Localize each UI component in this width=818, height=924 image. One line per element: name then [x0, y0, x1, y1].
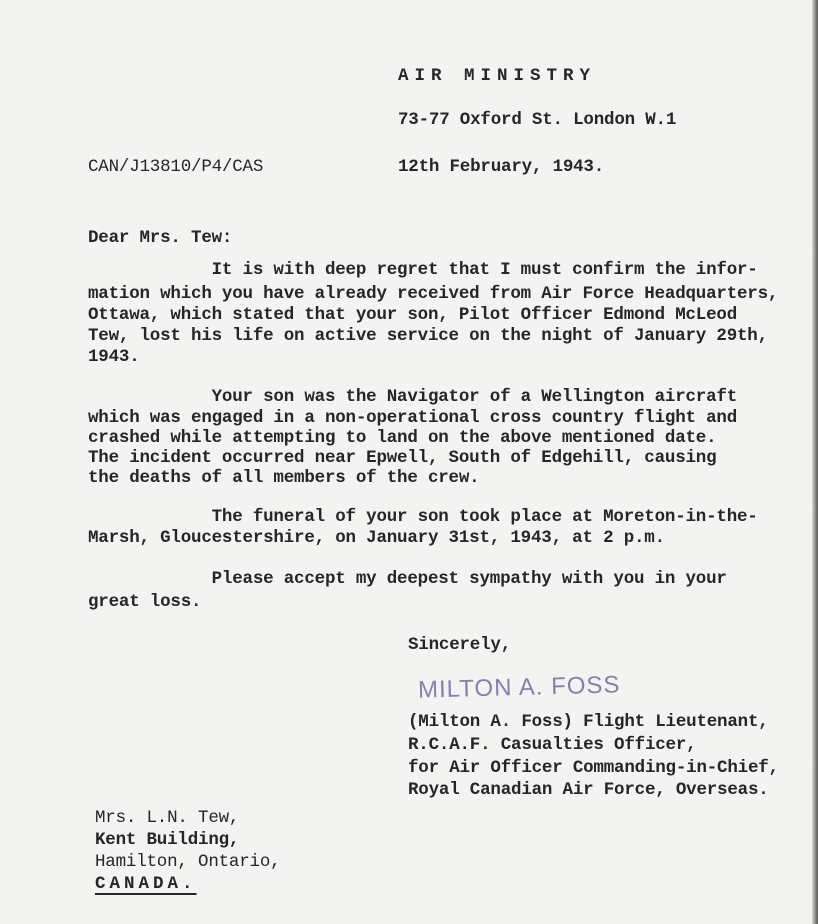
paragraph-line: the deaths of all members of the crew.	[88, 468, 480, 488]
paragraph-line: Tew, lost his life on active service on the night of January 29th,	[88, 326, 768, 346]
recipient-country: CANADA.	[95, 874, 197, 894]
paragraph-line: great loss.	[88, 592, 202, 612]
signature-line: Royal Canadian Air Force, Overseas.	[408, 780, 769, 800]
recipient-line: Hamilton, Ontario,	[95, 852, 281, 872]
letterhead-organization: AIR MINISTRY	[398, 66, 597, 86]
salutation: Dear Mrs. Tew:	[88, 228, 233, 248]
signature-line: (Milton A. Foss) Flight Lieutenant,	[408, 712, 769, 732]
paragraph-line: Your son was the Navigator of a Wellington aircraft	[88, 387, 738, 407]
reference-number: CAN/J13810/P4/CAS	[88, 157, 264, 177]
letterhead-address: 73-77 Oxford St. London W.1	[398, 110, 677, 130]
recipient-line: Mrs. L.N. Tew,	[95, 808, 240, 828]
paragraph-line: The funeral of your son took place at Moreton-in-the-	[88, 507, 758, 527]
paragraph-line: Please accept my deepest sympathy with you in your	[88, 569, 727, 589]
paragraph-line: The incident occurred near Epwell, South of Edgehill, causing	[88, 448, 717, 468]
paragraph-line: 1943.	[88, 347, 140, 367]
signature-stamp: MILTON A. FOSS	[417, 671, 621, 704]
paragraph-line: Ottawa, which stated that your son, Pilot Officer Edmond McLeod	[88, 305, 738, 325]
paragraph-line: crashed while attempting to land on the above mentioned date.	[88, 428, 717, 448]
letter-date: 12th February, 1943.	[398, 157, 605, 177]
signature-line: R.C.A.F. Casualties Officer,	[408, 735, 697, 755]
paragraph-line: which was engaged in a non-operational cross country flight and	[88, 408, 738, 428]
page-edge	[812, 0, 818, 924]
paragraph-line: Marsh, Gloucestershire, on January 31st, 1943, at 2 p.m.	[88, 528, 665, 548]
paragraph-line: It is with deep regret that I must confirm the infor-	[88, 260, 758, 280]
paragraph-line: mation which you have already received from Air Force Headquarters,	[88, 284, 779, 304]
closing: Sincerely,	[408, 635, 512, 655]
signature-line: for Air Officer Commanding-in-Chief,	[408, 758, 779, 778]
recipient-line: Kent Building,	[95, 830, 240, 850]
